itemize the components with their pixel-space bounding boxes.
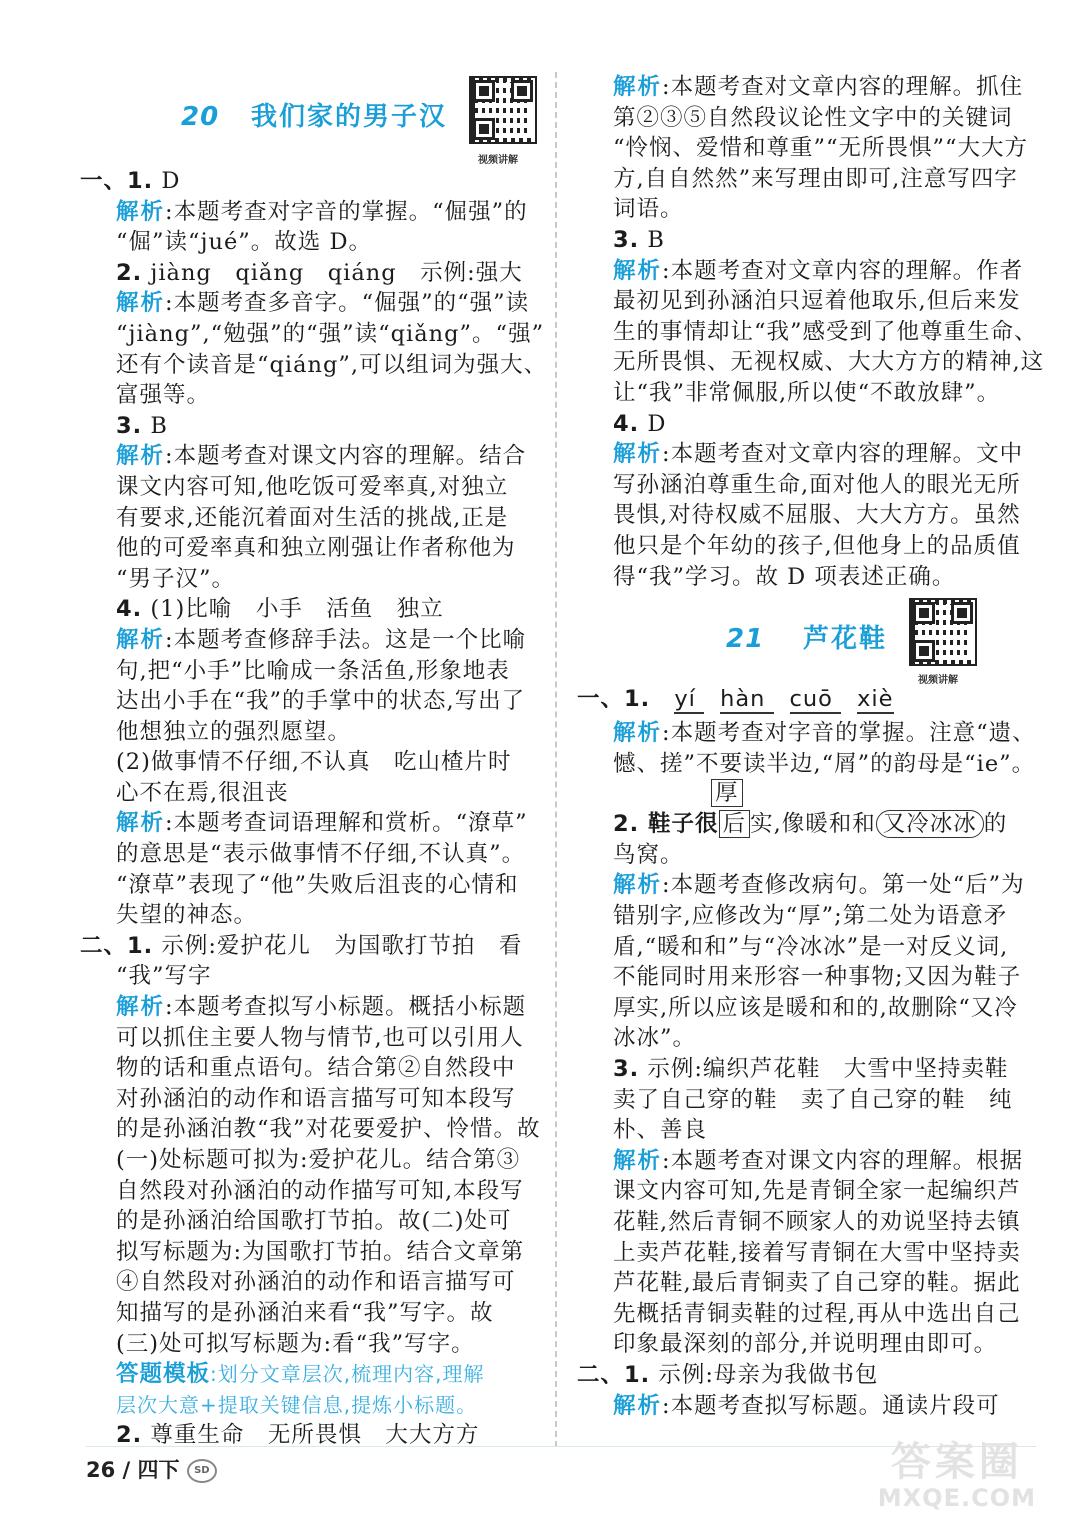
answer-line: “倔”读“jué”。故选 D。: [116, 229, 372, 256]
answer-line: 让“我”非常佩服,所以使“不敢放肆”。: [613, 379, 1001, 406]
pinyin-answer: [577, 684, 1038, 718]
answer-line: ④自然段对孙涵泊的动作和语言描写可: [116, 1269, 516, 1296]
column-divider: [555, 72, 557, 1447]
analysis-line: 解析:本题考查对文章内容的理解。抓住: [613, 74, 1024, 100]
analysis-label: 解析: [613, 720, 663, 747]
analysis-label: 解析: [116, 994, 166, 1021]
answer-line: 的是孙涵泊教“我”对花要爱护、怜惜。故: [116, 1116, 541, 1143]
deleted-phrase: 又冷冰冰: [876, 810, 984, 838]
page-footer: [86, 1454, 217, 1484]
pinyin-item: yí: [674, 686, 705, 713]
lesson-number: 20: [181, 102, 220, 132]
answer-line: 他的可爱率真和独立刚强让作者称他为: [116, 535, 516, 562]
right-column: [577, 68, 1045, 1421]
answer-line: 芦花鞋,最后青铜卖了自己穿的鞋。据此: [613, 1270, 1021, 1297]
analysis-line: 解析:本题考查对课文内容的理解。根据: [613, 1147, 1024, 1174]
answer-list: [577, 870, 1038, 1421]
answer-line: 课文内容可知,先是青铜全家一起编织芦: [613, 1178, 1021, 1205]
analysis-label: 解析: [116, 626, 166, 653]
analysis-label: 解析: [116, 290, 166, 317]
answer-line: 畏惧,对待权威不屈服、大大方方。虽然: [613, 502, 1021, 529]
analysis-line: 解析:本题考查对课文内容的理解。结合: [116, 443, 527, 470]
analysis-line: 解析:本题考查对文章内容的理解。文中: [613, 441, 1024, 468]
answer-line: 对孙涵泊的动作和语言描写可知本段写: [116, 1085, 516, 1112]
answer-line: 先概括青铜卖鞋的过程,再从中选出自己: [613, 1300, 1021, 1327]
answer-line: 3. B: [116, 412, 168, 439]
answer-line: 最初见到孙涵泊只逗着他取乐,但后来发: [613, 288, 1021, 315]
question-number: 一、1.: [577, 686, 651, 713]
answer-line: 上卖芦花鞋,接着写青铜在大雪中坚持卖: [613, 1239, 1021, 1266]
separator: /: [122, 1458, 131, 1482]
page-number: 26: [86, 1458, 116, 1482]
answer-line: 朴、善良: [613, 1117, 708, 1144]
grade-label: 四下: [137, 1458, 180, 1482]
answer-line: 4. (1)比喻 小手 活鱼 独立: [116, 596, 444, 623]
answer-line: 4. D: [613, 410, 667, 437]
question-number: 3.: [613, 1056, 640, 1083]
answer-list: [80, 166, 548, 1451]
answer-line: 词语。: [613, 196, 684, 223]
question-number: 2.: [116, 1422, 143, 1449]
text: 的: [983, 811, 1008, 838]
answer-line: 盾,“暖和和”与“冷冰冰”是一对反义词,: [613, 933, 1009, 960]
answer-line: 他想独立的强烈愿望。: [116, 718, 352, 745]
wrong-char: 后: [719, 810, 751, 838]
answer-list: [583, 72, 1045, 592]
answer-line: “jiàng”,“勉强”的“强”读“qiǎng”。“强”: [116, 320, 545, 347]
answer-line: 自然段对孙涵泊的动作描写可知,本段写: [116, 1177, 524, 1204]
text: 实,像暖和和: [750, 811, 876, 838]
answer-line: 印象最深刻的部分,并说明理由即可。: [613, 1331, 998, 1358]
analysis-label: 解析: [613, 441, 663, 468]
answer-line: 一、1. D: [80, 168, 181, 194]
analysis-label: 解析: [116, 810, 166, 837]
answer-line: 方,自自然然”来写理由即可,注意写四字: [613, 165, 1018, 192]
qr-code-icon[interactable]: [909, 598, 977, 666]
answer-line: (2)做事情不仔细,不认真 吃山楂片时: [116, 749, 512, 776]
answer-line: 的是孙涵泊给国歌打节拍。故(二)处可: [116, 1208, 512, 1235]
answer-line: 憾、搓”不要读半边,“屑”的韵母是“ie”。: [613, 750, 1036, 777]
analysis-line: 解析:本题考查词语理解和赏析。“潦草”: [116, 810, 528, 837]
analysis-line: 解析:本题考查对文章内容的理解。作者: [613, 257, 1024, 284]
question-number: 2.: [116, 259, 143, 286]
answer-line: 卖了自己穿的鞋 卖了自己穿的鞋 纯: [613, 1086, 1013, 1113]
answer-line: 写孙涵泊尊重生命,面对他人的眼光无所: [613, 471, 1021, 498]
analysis-label: 解析: [613, 1392, 663, 1419]
answer-line: (一)处标题可拟为:爱护花儿。结合第③: [116, 1147, 521, 1173]
answer-line: 达出小手在“我”的手掌中的状态,写出了: [116, 688, 526, 715]
answer-line: 富强等。: [116, 382, 211, 409]
analysis-label: 解析: [613, 74, 663, 100]
analysis-line: 解析:本题考查对字音的掌握。注意“遗、: [613, 720, 1036, 747]
answer-line: 2. jiàng qiǎng qiáng 示例:强大: [116, 259, 523, 286]
analysis-label: 解析: [613, 872, 663, 899]
lesson-20-header: [86, 68, 534, 166]
answer-line: 无所畏惧、无视权威、大大方方的精神,这: [613, 349, 1045, 376]
lesson-title: 我们家的男子汉: [251, 102, 448, 132]
question-number: 一、1.: [80, 168, 154, 194]
lesson-21-header: [583, 592, 1038, 687]
answer-line: 厚实,所以应该是暖和和的,故删除“又冷: [613, 994, 1018, 1021]
answer-line: 得“我”学习。故 D 项表述正确。: [613, 563, 956, 590]
qr-code-icon[interactable]: [469, 76, 537, 144]
answer-line: 冰冰”。: [613, 1025, 697, 1052]
watermark: 答案圈 MXQE.COM: [877, 1439, 1036, 1512]
qr-label: 视频讲解: [918, 675, 958, 687]
analysis-label: 解析: [116, 198, 166, 225]
analysis-label: 解析: [116, 443, 166, 470]
pinyin-item: hàn: [720, 686, 774, 713]
pinyin-item: xiè: [857, 686, 894, 713]
answer-line: 还有个读音是“qiáng”,可以组词为强大、: [116, 351, 548, 378]
analysis-line: 解析:本题考查拟写标题。通读片段可: [613, 1392, 1000, 1419]
lesson-number: 21: [726, 624, 765, 655]
answer-line: 二、1. 示例:母亲为我做书包: [577, 1361, 879, 1388]
question-number: 3.: [613, 226, 640, 253]
answer-line: 他只是个年幼的孩子,但他身上的品质值: [613, 532, 1021, 559]
template-line: 答题模板:划分文章层次,梳理内容,理解: [116, 1361, 485, 1388]
answer-line: 拟写标题为:为国歌打节拍。结合文章第: [116, 1238, 525, 1265]
answer-line: 生的事情却让“我”感受到了他尊重生命、: [613, 318, 1038, 345]
answer-line: 失望的神态。: [116, 902, 258, 929]
pinyin-list: [658, 686, 893, 712]
lesson-title: 芦花鞋: [803, 624, 888, 655]
analysis-line: 解析:本题考查多音字。“倔强”的“强”读: [116, 290, 530, 317]
analysis-line: 解析:本题考查修改病句。第一处“后”为: [613, 872, 1025, 899]
analysis-line: 解析:本题考查修辞手法。这是一个比喻: [116, 626, 527, 653]
answer-line: (三)处可拟写标题为:看“我”写字。: [116, 1330, 475, 1357]
question-number: 二、1.: [80, 932, 154, 959]
answer-line: “我”写字: [116, 963, 212, 990]
edition-badge: SD: [187, 1459, 217, 1483]
answer-line: 层次大意+提取关键信息,提炼小标题。: [116, 1392, 478, 1417]
answer-line: 3. 示例:编织芦花鞋 大雪中坚持卖鞋: [613, 1056, 1009, 1083]
sentence-correction: [583, 779, 1038, 870]
answer-list: [583, 718, 1038, 779]
answer-line: 知描写的是孙涵泊来看“我”写字。故: [116, 1299, 494, 1326]
analysis-line: 解析:本题考查对字音的掌握。“倔强”的: [116, 198, 528, 225]
answer-line: “怜悯、爱惜和尊重”“无所畏惧”“大大方: [613, 135, 1029, 162]
answer-line: 花鞋,然后青铜不顾家人的劝说坚持去镇: [613, 1209, 1021, 1235]
answer-line: 课文内容可知,他吃饭可爱率真,对独立: [116, 473, 509, 500]
question-number: 4.: [613, 410, 640, 437]
answer-line: 有要求,还能沉着面对生活的挑战,正是: [116, 504, 509, 531]
left-column: [80, 68, 548, 1451]
answer-line: “男子汉”。: [116, 565, 236, 592]
answer-line: 3. B: [613, 226, 665, 253]
answer-line: “潦草”表现了“他”失败后沮丧的心情和: [116, 871, 519, 898]
qr-label: 视频讲解: [478, 155, 518, 166]
answer-line: 2. 尊重生命 无所畏惧 大大方方: [116, 1422, 480, 1449]
question-number: 4.: [116, 596, 143, 623]
answer-line: 心不在焉,很沮丧: [116, 779, 289, 806]
analysis-line: 解析:本题考查拟写小标题。概括小标题: [116, 994, 527, 1021]
text: 鸟窝。: [613, 841, 684, 868]
inserted-char: 厚: [711, 779, 743, 807]
answer-line: 的意思是“表示做事情不仔细,不认真”。: [116, 841, 526, 868]
question-number: 3.: [116, 412, 143, 439]
answer-line: 物的话和重点语句。结合第②自然段中: [116, 1055, 516, 1082]
question-number: 二、1.: [577, 1361, 651, 1388]
template-label: 答题模板: [116, 1361, 211, 1388]
answer-line: 句,把“小手”比喻成一条活鱼,形象地表: [116, 657, 510, 684]
answer-line: 不能同时用来形容一种事物;又因为鞋子: [613, 964, 1022, 991]
analysis-label: 解析: [613, 1147, 663, 1174]
question-number: 2. 鞋子很: [613, 811, 719, 838]
answer-line: 二、1. 示例:爱护花儿 为国歌打节拍 看: [80, 932, 523, 959]
analysis-label: 解析: [613, 257, 663, 284]
answer-line: 第②③⑤自然段议论性文字中的关键词: [613, 104, 1013, 131]
answer-line: 可以抓住主要人物与情节,也可以引用人: [116, 1024, 524, 1051]
answer-line: 错别字,应修改为“厚”;第二处为语意矛: [613, 903, 1008, 930]
pinyin-item: cuō: [789, 686, 842, 713]
